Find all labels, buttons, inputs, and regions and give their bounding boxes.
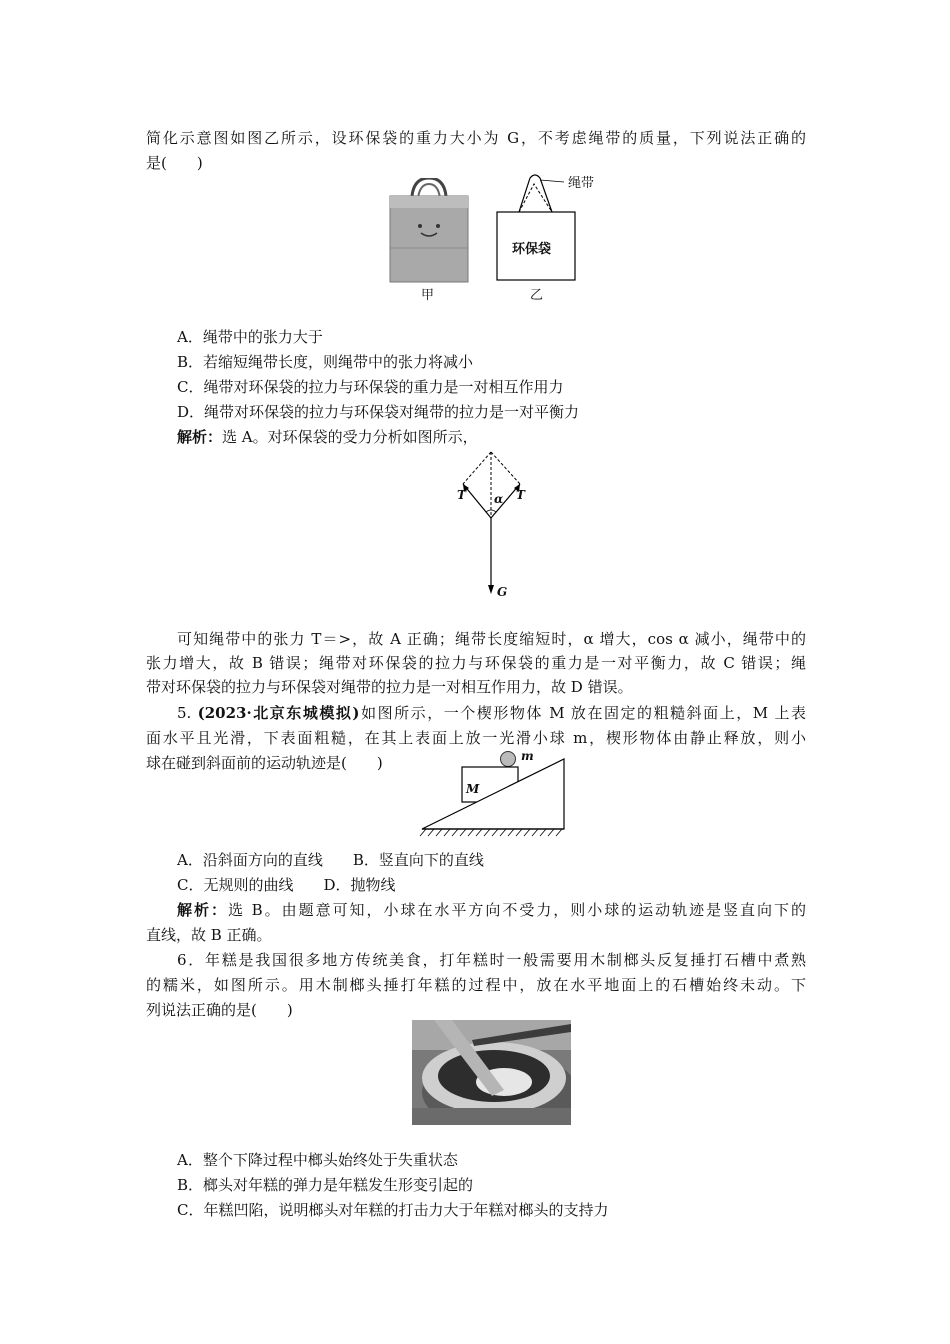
q5-number: 5. bbox=[177, 704, 192, 722]
q5-stem-line-2: 面水平且光滑，下表面粗糙，在其上表面上放一光滑小球 m，楔形物体由静止释放，则小 bbox=[146, 729, 806, 747]
q5-analysis-text-1: 选 B。由题意可知，小球在水平方向不受力，则小球的运动轨迹是竖直向下的 bbox=[227, 901, 806, 919]
bag-schematic-figure bbox=[494, 170, 578, 285]
incline-figure bbox=[414, 750, 570, 842]
q4-analysis-line-1 bbox=[177, 427, 478, 447]
force-label-t-right: T bbox=[516, 488, 525, 502]
q4-option-d: D．绳带对环保袋的拉力与环保袋对绳带的拉力是一对平衡力 bbox=[177, 403, 580, 421]
force-label-g: G bbox=[497, 585, 508, 599]
q6-stem-line-1: 6．年糕是我国很多地方传统美食，打年糕时一般需要用木制榔头反复捶打石槽中煮熟 bbox=[177, 951, 806, 969]
q4-option-c: C．绳带对环保袋的拉力与环保袋的重力是一对相互作用力 bbox=[177, 378, 564, 396]
q5-source: (2023·北京东城模拟) bbox=[197, 704, 360, 722]
q4-analysis-text-1: 选 A。对环保袋的受力分析如图所示， bbox=[222, 428, 478, 446]
q6-stem-line-2: 的糯米，如图所示。用木制榔头捶打年糕的过程中，放在水平地面上的石槽始终未动。下 bbox=[146, 976, 806, 994]
q4-stem-line-1: 简化示意图如图乙所示，设环保袋的重力大小为 G，不考虑绳带的质量，下列说法正确的 bbox=[146, 129, 806, 147]
q5-options-line-2: C．无规则的曲线 D．抛物线 bbox=[177, 876, 396, 894]
fig-label-jia: 甲 bbox=[421, 288, 435, 303]
q4-option-b: B．若缩短绳带长度，则绳带中的张力将减小 bbox=[177, 353, 474, 371]
force-diagram bbox=[440, 446, 550, 598]
q4-analysis-line-2: 可知绳带中的张力 T＝>，故 A 正确；绳带长度缩短时，α 增大，cos α 减小，绳带中的 bbox=[177, 630, 806, 648]
q5-analysis-line-1 bbox=[177, 900, 806, 920]
q5-stem-line-3: 球在碰到斜面前的运动轨迹是( ) bbox=[146, 754, 383, 772]
ball-label-m: m bbox=[521, 749, 534, 763]
q5-analysis-line-2: 直线，故 B 正确。 bbox=[146, 926, 272, 944]
rice-cake-photo bbox=[412, 1020, 571, 1125]
q6-option-b: B．榔头对年糕的弹力是年糕发生形变引起的 bbox=[177, 1176, 474, 1194]
q6-option-c: C．年糕凹陷，说明榔头对年糕的打击力大于年糕对榔头的支持力 bbox=[177, 1201, 609, 1219]
q4-option-a: A．绳带中的张力大于 bbox=[177, 328, 323, 346]
q5-analysis-head: 解析： bbox=[177, 901, 228, 919]
q5-stem-line-1 bbox=[177, 703, 806, 723]
q4-stem-line-2: 是( ) bbox=[146, 154, 203, 172]
fig-label-yi: 乙 bbox=[530, 288, 544, 303]
force-label-t-left: T bbox=[457, 488, 466, 502]
q5-stem-text-1: 如图所示，一个楔形物体 M 放在固定的粗糙斜面上，M 上表 bbox=[359, 704, 806, 722]
q5-options-line-1: A．沿斜面方向的直线 B．竖直向下的直线 bbox=[177, 851, 484, 869]
wedge-label-big-m: M bbox=[466, 782, 480, 796]
q4-analysis-line-3: 张力增大，故 B 错误；绳带对环保袋的拉力与环保袋的重力是一对平衡力，故 C 错误；绳 bbox=[146, 654, 806, 672]
bag-label: 环保袋 bbox=[512, 242, 552, 257]
q6-option-a: A．整个下降过程中榔头始终处于失重状态 bbox=[177, 1151, 458, 1169]
rope-label: 绳带 bbox=[568, 176, 595, 191]
q4-analysis-head: 解析： bbox=[177, 428, 223, 446]
force-label-alpha: α bbox=[494, 492, 504, 506]
bag-photo-figure bbox=[388, 178, 470, 288]
q4-analysis-line-4: 带对环保袋的拉力与环保袋对绳带的拉力是一对相互作用力，故 D 错误。 bbox=[146, 678, 633, 696]
q6-stem-line-3: 列说法正确的是( ) bbox=[146, 1001, 293, 1019]
